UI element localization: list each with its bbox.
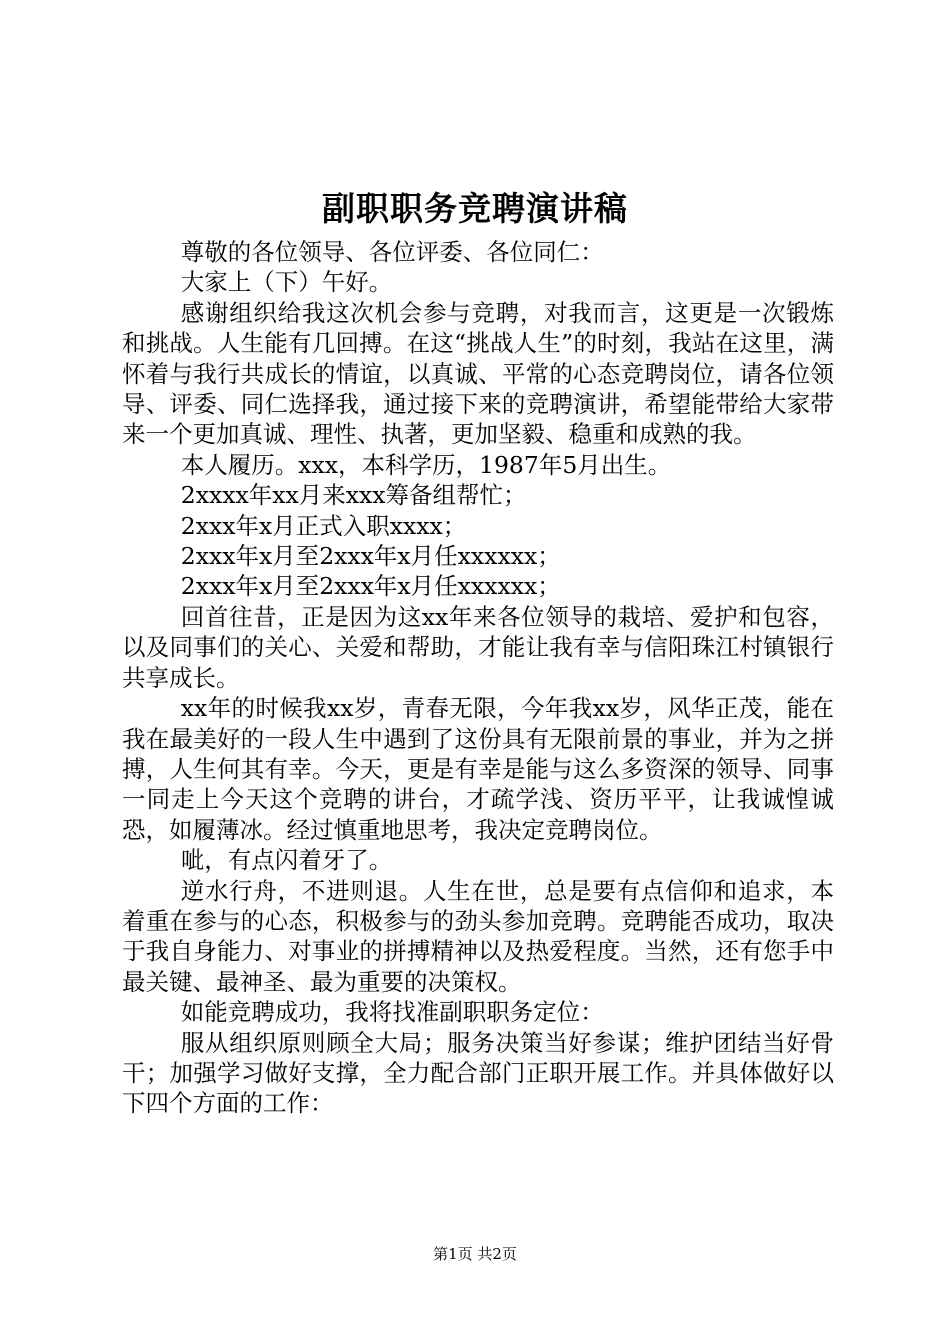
document-body	[122, 237, 834, 1119]
paragraph: 如能竞聘成功，我将找准副职职务定位：	[180, 998, 604, 1027]
paragraph: 呲，有点闪着牙了。	[180, 846, 393, 875]
paragraph: 大家上（下）午好。	[180, 268, 393, 297]
page-number-footer: 第1页 共2页	[433, 1245, 517, 1263]
paragraph: 2xxx年x月至2xxx年x月任xxxxxx；	[180, 542, 561, 571]
paragraph: xx年的时候我xx岁，青春无限，今年我xx岁，风华正茂，能在我在最美好的一段人生中遇到了这份具有无限前景的事业，并为之拼搏，人生何其有幸。今天，更是有幸是能与这么多资深的领导、同事一同走上今天这个竞聘的讲台，才疏学浅、资历平平，让我诚惶诚恐，如履薄冰。经过慎重地思考，我决定竞聘岗位。	[122, 694, 834, 844]
paragraph: 本人履历。xxx，本科学历，1987年5月出生。	[180, 450, 672, 479]
document-title: 副职职务竞聘演讲稿	[322, 189, 628, 228]
paragraph: 2xxx年x月正式入职xxxx；	[180, 511, 467, 540]
paragraph: 2xxxx年xx月来xxx筹备组帮忙；	[180, 481, 527, 510]
paragraph: 回首往昔，正是因为这xx年来各位领导的栽培、爱护和包容，以及同事们的关心、关爱和帮助，才能让我有幸与信阳珠江村镇银行共享成长。	[122, 602, 834, 692]
paragraph: 感谢组织给我这次机会参与竞聘，对我而言，这更是一次锻炼和挑战。人生能有几回搏。在这“挑战人生”的时刻，我站在这里，满怀着与我行共成长的情谊，以真诚、平常的心态竞聘岗位，请各位领导、评委、同仁选择我，通过接下来的竞聘演讲，希望能带给大家带来一个更加真诚、理性、执著，更加坚毅、稳重和成熟的我。	[122, 298, 834, 449]
paragraph: 服从组织原则顾全大局；服务决策当好参谋；维护团结当好骨干；加强学习做好支撑，全力配合部门正职开展工作。并具体做好以下四个方面的工作：	[122, 1028, 834, 1118]
paragraph: 尊敬的各位领导、各位评委、各位同仁：	[180, 238, 604, 266]
paragraph: 2xxx年x月至2xxx年x月任xxxxxx；	[180, 572, 561, 601]
paragraph: 逆水行舟，不进则退。人生在世，总是要有点信仰和追求，本着重在参与的心态，积极参与的劲头参加竞聘。竞聘能否成功，取决于我自身能力、对事业的拼搏精神以及热爱程度。当然，还有您手中最关键、最神圣、最为重要的决策权。	[122, 876, 834, 996]
